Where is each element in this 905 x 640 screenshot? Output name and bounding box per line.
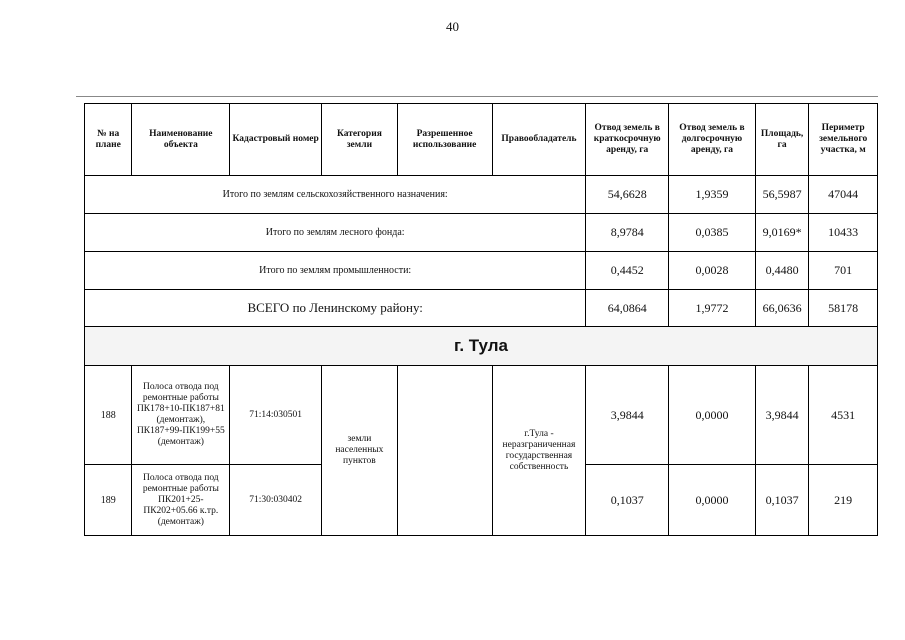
row-object-name: Полоса отвода под ремонтные работы ПК178+10-ПК187+81 (демонтаж), ПК187+99-ПК199+55 (демонтаж) bbox=[132, 366, 230, 465]
header-name: Наименование объекта bbox=[132, 104, 230, 176]
summary-label: Итого по землям сельскохозяйственного назначения: bbox=[85, 176, 586, 214]
summary-long-term: 1,9359 bbox=[669, 176, 756, 214]
table-row bbox=[85, 366, 878, 465]
total-long-term: 1,9772 bbox=[669, 290, 756, 327]
summary-short-term: 0,4452 bbox=[586, 252, 669, 290]
total-perimeter: 58178 bbox=[809, 290, 878, 327]
summary-perimeter: 701 bbox=[809, 252, 878, 290]
header-area: Площадь, га bbox=[755, 104, 808, 176]
top-rule bbox=[76, 96, 878, 97]
row-cadastral: 71:14:030501 bbox=[230, 366, 322, 465]
total-short-term: 64,0864 bbox=[586, 290, 669, 327]
page-number: 40 bbox=[446, 19, 459, 34]
summary-long-term: 0,0385 bbox=[669, 214, 756, 252]
summary-perimeter: 10433 bbox=[809, 214, 878, 252]
summary-label: Итого по землям промышленности: bbox=[85, 252, 586, 290]
header-cadastral: Кадастровый номер bbox=[230, 104, 322, 176]
summary-short-term: 54,6628 bbox=[586, 176, 669, 214]
row-cadastral: 71:30:030402 bbox=[230, 465, 322, 536]
row-long-term: 0,0000 bbox=[669, 465, 756, 536]
row-perimeter: 219 bbox=[809, 465, 878, 536]
row-perimeter: 4531 bbox=[809, 366, 878, 465]
city-heading: г. Тула bbox=[85, 327, 878, 366]
permitted-use bbox=[397, 366, 492, 536]
row-long-term: 0,0000 bbox=[669, 366, 756, 465]
summary-long-term: 0,0028 bbox=[669, 252, 756, 290]
total-label: ВСЕГО по Ленинскому району: bbox=[85, 290, 586, 327]
summary-perimeter: 47044 bbox=[809, 176, 878, 214]
total-row-district bbox=[85, 290, 878, 327]
summary-area: 0,4480 bbox=[755, 252, 808, 290]
row-num: 189 bbox=[85, 465, 132, 536]
total-area: 66,0636 bbox=[755, 290, 808, 327]
row-area: 3,9844 bbox=[755, 366, 808, 465]
header-row bbox=[85, 104, 878, 176]
header-short-term: Отвод земель в краткосрочную аренду, га bbox=[586, 104, 669, 176]
row-object-name: Полоса отвода под ремонтные работы ПК201+25-ПК202+05.66 к.тр. (демонтаж) bbox=[132, 465, 230, 536]
header-perimeter: Периметр земельного участка, м bbox=[809, 104, 878, 176]
header-category: Категория земли bbox=[322, 104, 398, 176]
header-num: № на плане bbox=[85, 104, 132, 176]
row-short-term: 0,1037 bbox=[586, 465, 669, 536]
header-long-term: Отвод земель в долгосрочную аренду, га bbox=[669, 104, 756, 176]
row-short-term: 3,9844 bbox=[586, 366, 669, 465]
owner: г.Тула - неразграниченная государственная собственность bbox=[492, 366, 586, 536]
summary-row-industrial bbox=[85, 252, 878, 290]
header-owner: Правообладатель bbox=[492, 104, 586, 176]
row-area: 0,1037 bbox=[755, 465, 808, 536]
summary-area: 56,5987 bbox=[755, 176, 808, 214]
land-category: земли населенных пунктов bbox=[322, 366, 398, 536]
summary-label: Итого по землям лесного фонда: bbox=[85, 214, 586, 252]
land-allotment-table bbox=[84, 103, 878, 536]
row-num: 188 bbox=[85, 366, 132, 465]
summary-row-forest bbox=[85, 214, 878, 252]
city-heading-row bbox=[85, 327, 878, 366]
summary-short-term: 8,9784 bbox=[586, 214, 669, 252]
summary-area: 9,0169* bbox=[755, 214, 808, 252]
summary-row-agricultural bbox=[85, 176, 878, 214]
header-permitted-use: Разрешенное использование bbox=[397, 104, 492, 176]
